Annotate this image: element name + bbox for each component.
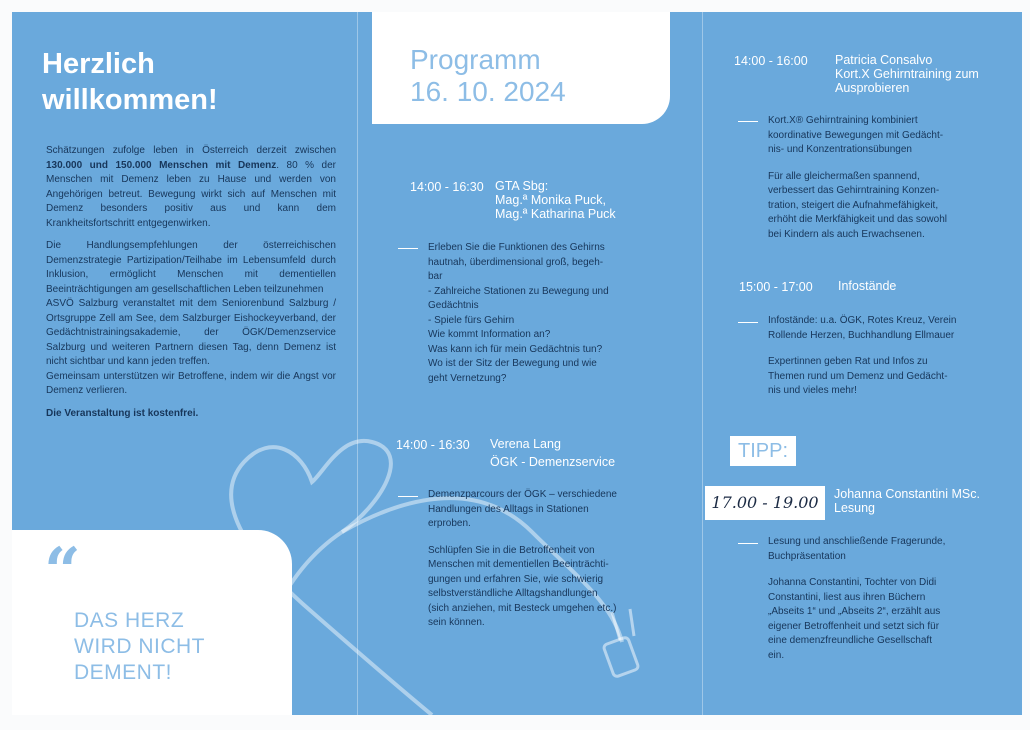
event-description: Kort.X® Gehirntraining kombiniert koordinative Bewegungen mit Gedächt- nis- und Konzentrationsübungen Für alle gleichermaßen spannend, verbessert das Gehirntraining Konzen- tration, steigert die Aufnahmefähigkeit, erhöht die Merkfähigkeit und das sowohl bei Kindern als auch Erwachsenen. [768,115,947,240]
bullet-dash [398,248,418,249]
bullet-dash [738,121,758,122]
intro-paragraph-3: ASVÖ Salzburg veranstaltet mit dem Seniorenbund Salzburg / Ortsgruppe Zell am See, dem Salzburger Eishockeyverband, der Gedächtnistrainingsakademie, der ÖGK/Demenzservice Salzburg und weiteren Partnern diesen Tag, denn Demenz ist nicht sichtbar und kann jeden treffen. [46,298,336,367]
program-header [372,12,670,124]
tipp-label: TIPP: [730,436,796,466]
event-host: GTA Sbg: Mag.ª Monika Puck, Mag.ª Katharina Puck [495,179,616,221]
welcome-title: Herzlich willkommen! [42,48,218,116]
event-description: Demenzparcours der ÖGK – verschiedene Handlungen des Alltags in Stationen erproben. Schlüpfen Sie in die Betroffenheit von Menschen mit dementiellen Beeinträchti- gungen und erfahren Sie, wie schwierig selbstverständliche Alltagshandlungen (sich anziehen, mit Besteck umgehen etc.) sein können. [428,489,617,628]
intro-paragraph-4: Gemeinsam unterstützen wir Betroffene, indem wir die Angst vor Demenz verlieren. [46,370,336,396]
intro-paragraph-1: Schätzungen zufolge leben in Österreich derzeit zwischen 130.000 und 150.000 Menschen mit Demenz. 80 % der Menschen mit Demenz leben zu Hause und werden von Angehörigen betreut. Bewegung wirkt sich auf Menschen mit Demenz besonders positiv aus und kann dem Krankheitsfortschritt entgegenwirken. [46,145,336,229]
bullet-dash [398,496,418,497]
event-description: Lesung und anschließende Fragerunde, Buchpräsentation Johanna Constantini, Tochter von Didi Constantini, liest aus ihren Büchern „Abseits 1“ und „Abseits 2“, erzählt aus eigener Betroffenheit und setzt sich für eine demenzfreundliche Gesellschaft ein. [768,536,946,661]
event-description: Infostände: u.a. ÖGK, Rotes Kreuz, Verein Rollende Herzen, Buchhandlung Ellmauer Expertinnen geben Rat und Infos zu Themen rund um Demenz und Gedächt- nis und vieles mehr! [768,315,957,396]
flyer-sheet [12,12,1022,715]
free-entry-note: Die Veranstaltung ist kostenfrei. [46,407,199,419]
event-host: Infostände [838,279,897,293]
event-time: 14:00 - 16:30 [396,438,470,452]
event-host: Johanna Constantini MSc. Lesung [834,487,980,515]
intro-text [46,144,336,429]
event-time: 14:00 - 16:30 [410,180,484,194]
quote-box [12,530,292,715]
bullet-dash [738,322,758,323]
quote-text: DAS HERZ WIRD NICHT DEMENT! [74,609,205,684]
event-time: 15:00 - 17:00 [739,280,813,294]
event-time: 14:00 - 16:00 [734,54,808,68]
event-description: Erleben Sie die Funktionen des Gehirns hautnah, überdimensional groß, begeh- bar - Zahlreiche Stationen zu Bewegung und Gedächtnis - Spiele fürs Gehirn Wie kommt Information an? Was kann ich für mein Gedächtnis tun? Wo ist der Sitz der Bewegung und wie geht Vernetzung? [428,242,609,384]
program-title: Programm 16. 10. 2024 [410,44,566,107]
intro-paragraph-2: Die Handlungsempfehlungen der österreichischen Demenzstrategie Partizipation/Teilhabe im Lebensumfeld durch Inklusion, ermöglicht Menschen mit dementiellen Beeinträchtigungen am gesellschaftlichen Leben teilzunehmen [46,240,336,295]
quote-mark-icon: “ [44,534,81,609]
bullet-dash [738,543,758,544]
handwritten-time: 17.00 - 19.00 [705,486,825,520]
event-host: Verena Lang ÖGK - Demenzservice [490,437,616,469]
event-host: Patricia Consalvo Kort.X Gehirntraining zum Ausprobieren [835,53,979,95]
